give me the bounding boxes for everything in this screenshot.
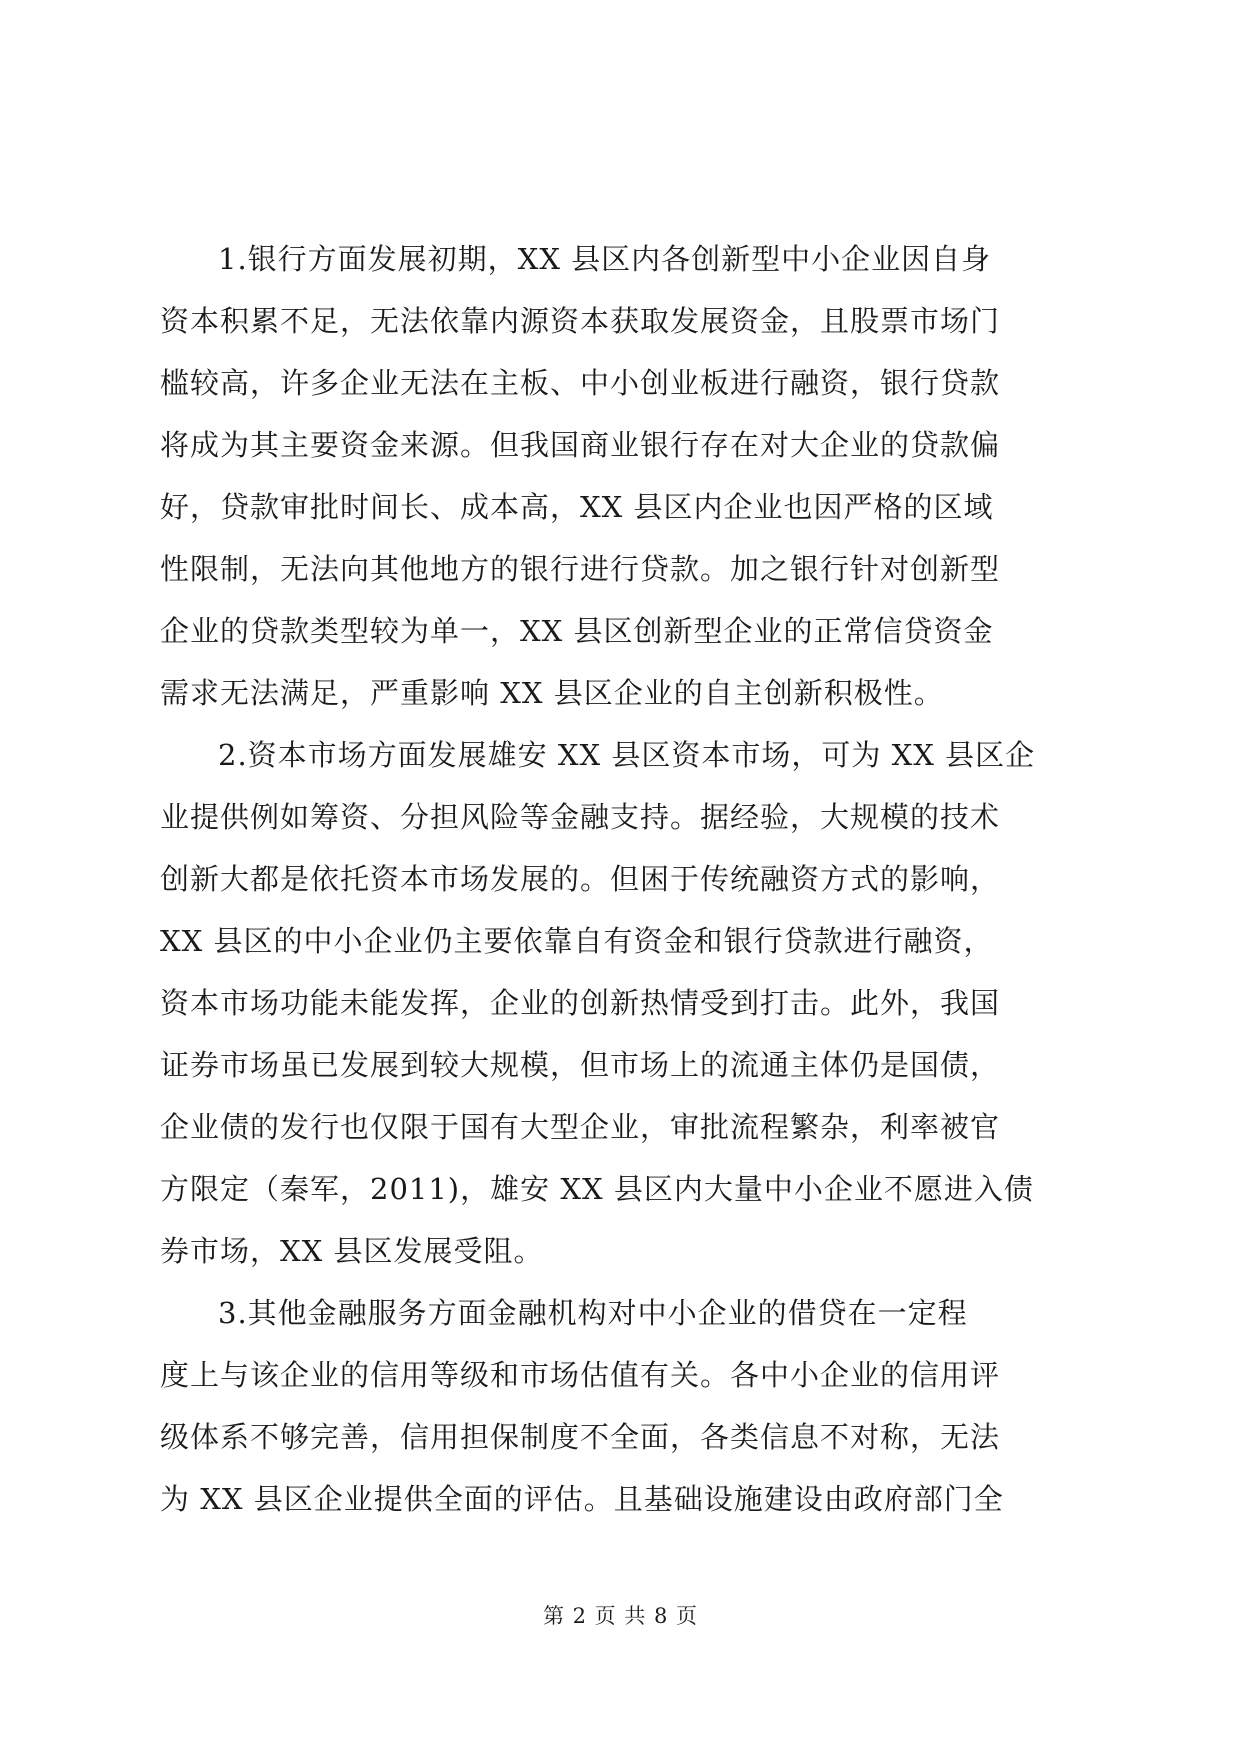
paragraph-line: 1.银行方面发展初期，XX 县区内各创新型中小企业因自身	[218, 242, 992, 276]
paragraph-line: 方限定（秦军，2011)，雄安 XX 县区内大量中小企业不愿进入债	[160, 1172, 1034, 1206]
paragraph-line: 2.资本市场方面发展雄安 XX 县区资本市场，可为 XX 县区企	[218, 738, 1036, 772]
paragraph-line: 槛较高，许多企业无法在主板、中小创业板进行融资，银行贷款	[160, 366, 1001, 400]
paragraph-line: 性限制，无法向其他地方的银行进行贷款。加之银行针对创新型	[160, 552, 1001, 586]
page-number-footer: 第 2 页 共 8 页	[542, 1604, 699, 1628]
paragraph-line: 将成为其主要资金来源。但我国商业银行存在对大企业的贷款偏	[160, 428, 1001, 462]
paragraph-line: 证券市场虽已发展到较大规模，但市场上的流通主体仍是国债，	[160, 1048, 1001, 1082]
paragraph-line: 资本市场功能未能发挥，企业的创新热情受到打击。此外，我国	[160, 986, 1001, 1020]
paragraph-line: 度上与该企业的信用等级和市场估值有关。各中小企业的信用评	[160, 1358, 1001, 1392]
paragraph-line: 3.其他金融服务方面金融机构对中小企业的借贷在一定程	[218, 1296, 968, 1330]
paragraph-line: 券市场，XX 县区发展受阻。	[160, 1234, 544, 1268]
paragraph-line: 企业债的发行也仅限于国有大型企业，审批流程繁杂，利率被官	[160, 1110, 1001, 1144]
paragraph-line: 级体系不够完善，信用担保制度不全面，各类信息不对称，无法	[160, 1420, 1001, 1454]
paragraph-capital-market	[160, 724, 1100, 1282]
paragraph-line: XX 县区的中小企业仍主要依靠自有资金和银行贷款进行融资，	[160, 924, 994, 958]
paragraph-line: 企业的贷款类型较为单一，XX 县区创新型企业的正常信贷资金	[160, 614, 994, 648]
paragraph-other-financial-services	[160, 1282, 1100, 1530]
document-body	[160, 228, 1100, 1530]
paragraph-line: 需求无法满足，严重影响 XX 县区企业的自主创新积极性。	[160, 676, 944, 710]
paragraph-line: 好，贷款审批时间长、成本高，XX 县区内企业也因严格的区域	[160, 490, 994, 524]
paragraph-line: 为 XX 县区企业提供全面的评估。且基础设施建设由政府部门全	[160, 1482, 1004, 1516]
paragraph-line: 业提供例如筹资、分担风险等金融支持。据经验，大规模的技术	[160, 800, 1001, 834]
paragraph-banking	[160, 228, 1100, 724]
paragraph-line: 创新大都是依托资本市场发展的。但困于传统融资方式的影响，	[160, 862, 1001, 896]
paragraph-line: 资本积累不足，无法依靠内源资本获取发展资金，且股票市场门	[160, 304, 1001, 338]
